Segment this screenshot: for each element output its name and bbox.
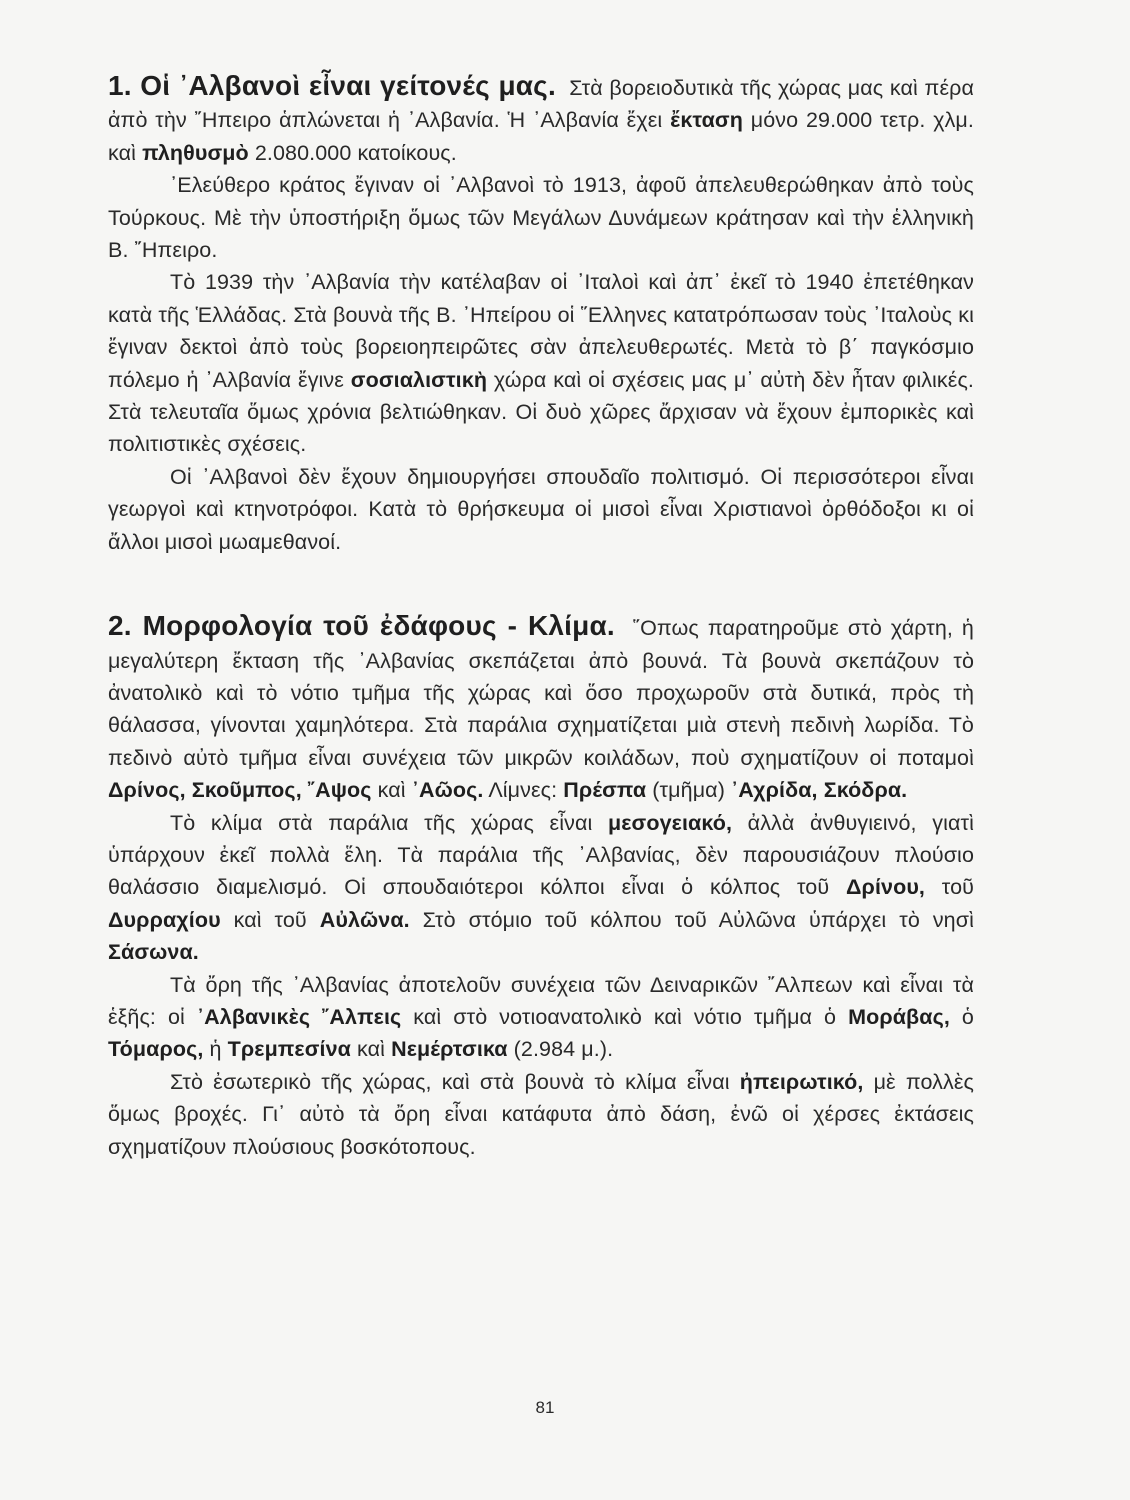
- page-body: [108, 70, 974, 1163]
- bold-term: ᾿Αλβανικὲς ῎Αλπεις: [196, 1004, 402, 1029]
- paragraph: [108, 461, 974, 558]
- section-heading: 2. Μορφολογία τοῦ ἐδάφους - Κλίμα.: [108, 610, 615, 642]
- text-run: μὲ πολλὲς ὅμως βροχές. Γι᾿ αὐτὸ τὰ ὄρη εἶναι κατάφυτα ἀπὸ δάση, ἐνῶ οἱ χέρσες ἐκτάσεις σχηματίζουν πλούσιους βοσκότοπους.: [108, 1069, 974, 1159]
- bold-term: ᾿Αχρίδα, Σκόδρα.: [731, 778, 908, 803]
- text-run: καὶ: [371, 778, 412, 803]
- text-run: ῞Οπως παρατηροῦμε στὸ χάρτη, ἡ μεγαλύτερη ἔκταση τῆς ᾿Αλβανίας σκεπάζεται ἀπὸ βουνά. Τὰ βουνὰ σκεπάζουν τὸ ἀνατολικὸ καὶ τὸ νότιο τμῆμα τῆς χώρας καὶ ὅσο προχωροῦν στὰ δυτικά, πρὸς τὴ θάλασσα, γίνονται χαμηλότερα. Στὰ παράλια σχηματίζεται μιὰ στενὴ πεδινὴ λωρίδα. Τὸ πεδινὸ αὐτὸ τμῆμα εἶναι συνέχεια τῶν μικρῶν κοιλάδων, ποὺ σχηματίζουν οἱ ποταμοὶ: [108, 616, 974, 770]
- section-albanians-neighbors: [108, 70, 974, 558]
- paragraph: [108, 969, 974, 1066]
- paragraph: [108, 169, 974, 266]
- text-run: ᾿Ελεύθερο κράτος ἔγιναν οἱ ᾿Αλβανοὶ τὸ 1913, ἀφοῦ ἀπελευθερώθηκαν ἀπὸ τοὺς Τούρκους. Μὲ τὴν ὑποστήριξη ὅμως τῶν Μεγάλων Δυνάμεων κράτησαν καὶ τὴν ἑλληνικὴ Β. ῎Ηπειρο.: [108, 173, 974, 263]
- text-run: 2.080.000 κατοίκους.: [248, 140, 457, 165]
- text-run: Στὸ ἐσωτερικὸ τῆς χώρας, καὶ στὰ βουνὰ τὸ κλίμα εἶναι: [170, 1069, 740, 1094]
- bold-term: Αὐλῶνα.: [319, 907, 410, 932]
- bold-term: Πρέσπα: [563, 778, 647, 803]
- paragraph: [108, 610, 974, 806]
- bold-term: ἔκταση: [670, 108, 743, 133]
- text-run: καὶ τοῦ: [220, 907, 320, 932]
- bold-term: σοσιαλιστικὴ: [350, 367, 488, 392]
- text-run: τοῦ: [925, 875, 974, 900]
- text-run: [624, 616, 633, 640]
- bold-term: Δυρραχίου: [108, 907, 221, 932]
- text-run: καὶ στὸ νοτιοανατολικὸ καὶ νότιο τμῆμα ὁ: [401, 1004, 849, 1029]
- bold-term: Τρεμπεσίνα: [227, 1037, 351, 1062]
- text-run: ἡ: [203, 1037, 228, 1062]
- bold-term: μεσογειακό,: [608, 810, 733, 835]
- bold-term: πληθυσμὸ: [142, 140, 249, 165]
- bold-term: Τόμαρος,: [108, 1037, 204, 1062]
- text-run: καὶ: [350, 1037, 392, 1062]
- text-run: Τὸ κλίμα στὰ παράλια τῆς χώρας εἶναι: [170, 810, 608, 835]
- text-run: Οἱ ᾿Αλβανοὶ δὲν ἔχουν δημιουργήσει σπουδαῖο πολιτισμό. Οἱ περισσότεροι εἶναι γεωργοὶ καὶ κτηνοτρόφοι. Κατὰ τὸ θρήσκευμα οἱ μισοὶ εἶναι Χριστιανοὶ ὀρθόδοξοι κι οἱ ἄλλοι μισοὶ μωαμεθανοί.: [108, 464, 974, 554]
- paragraph: [108, 807, 974, 969]
- bold-term: Μοράβας,: [848, 1004, 950, 1029]
- bold-term: Δρίνος, Σκοῦμπος, ῎Αψος: [108, 778, 372, 803]
- text-run: Λίμνες:: [483, 778, 564, 803]
- text-run: ἀλλὰ ἀνθυγιεινό, γιατὶ ὑπάρχουν ἐκεῖ πολλὰ ἕλη. Τὰ παράλια τῆς ᾿Αλβανίας, δὲν παρουσιάζουν πλούσιο θαλάσσιο διαμελισμό. Οἱ σπουδαιότεροι κόλποι εἶναι ὁ κόλπος τοῦ: [108, 810, 974, 900]
- bold-term: ᾿Αῶος.: [411, 778, 484, 803]
- text-run: χώρα καὶ οἱ σχέσεις μας μ᾿ αὐτὴ δὲν ἦταν φιλικές. Στὰ τελευταῖα ὅμως χρόνια βελτιώθηκαν. Οἱ δυὸ χῶρες ἄρχισαν νὰ ἔχουν ἐμπορικὲς καὶ πολιτιστικὲς σχέσεις.: [108, 367, 974, 457]
- bold-term: Σάσωνα.: [108, 940, 199, 965]
- paragraph: [108, 1066, 974, 1163]
- paragraph: [108, 70, 974, 169]
- text-run: Τὰ ὄρη τῆς ᾿Αλβανίας ἀποτελοῦν συνέχεια τῶν Δειναρικῶν ῎Αλπεων καὶ εἶναι τὰ ἑξῆς: οἱ: [108, 972, 974, 1029]
- paragraph: [108, 266, 974, 460]
- section-morphology-climate: [108, 610, 974, 1163]
- text-run: μόνο 29.000 τετρ. χλμ. καὶ: [108, 108, 974, 165]
- text-run: Τὸ 1939 τὴν ᾿Αλβανία τὴν κατέλαβαν οἱ ᾿Ιταλοὶ καὶ ἀπ᾿ ἐκεῖ τὸ 1940 ἐπετέθηκαν κατὰ τῆς Ἑλλάδας. Στὰ βουνὰ τῆς Β. ᾿Ηπείρου οἱ ῞Ελληνες κατατρόπωσαν τοὺς ᾿Ιταλοὺς κι ἔγιναν δεκτοὶ ἀπὸ τοὺς βορειοηπειρῶτες σὰν ἀπελευθερωτές. Μετὰ τὸ β΄ παγκόσμιο πόλεμο ἡ ᾿Αλβανία ἔγινε: [108, 270, 974, 392]
- bold-term: Νεμέρτσικα: [391, 1037, 508, 1062]
- section-heading: 1. Οἱ ᾿Αλβανοὶ εἶναι γείτονές μας.: [108, 70, 556, 101]
- text-run: Στὸ στόμιο τοῦ κόλπου τοῦ Αὐλῶνα ὑπάρχει τὸ νησὶ: [409, 907, 974, 932]
- page-number: 81: [535, 1398, 555, 1417]
- text-run: ὁ: [949, 1004, 974, 1029]
- text-run: (τμῆμα): [646, 778, 732, 803]
- bold-term: ἠπειρωτικό,: [739, 1069, 864, 1094]
- bold-term: Δρίνου,: [846, 875, 926, 900]
- text-run: Στὰ βορειοδυτικὰ τῆς χώρας μας καὶ πέρα ἀπὸ τὴν ῎Ηπειρο ἁπλώνεται ἡ ᾿Αλβανία. Ἡ ᾿Αλβανία ἔχει: [108, 76, 974, 133]
- text-run: (2.984 μ.).: [507, 1037, 614, 1062]
